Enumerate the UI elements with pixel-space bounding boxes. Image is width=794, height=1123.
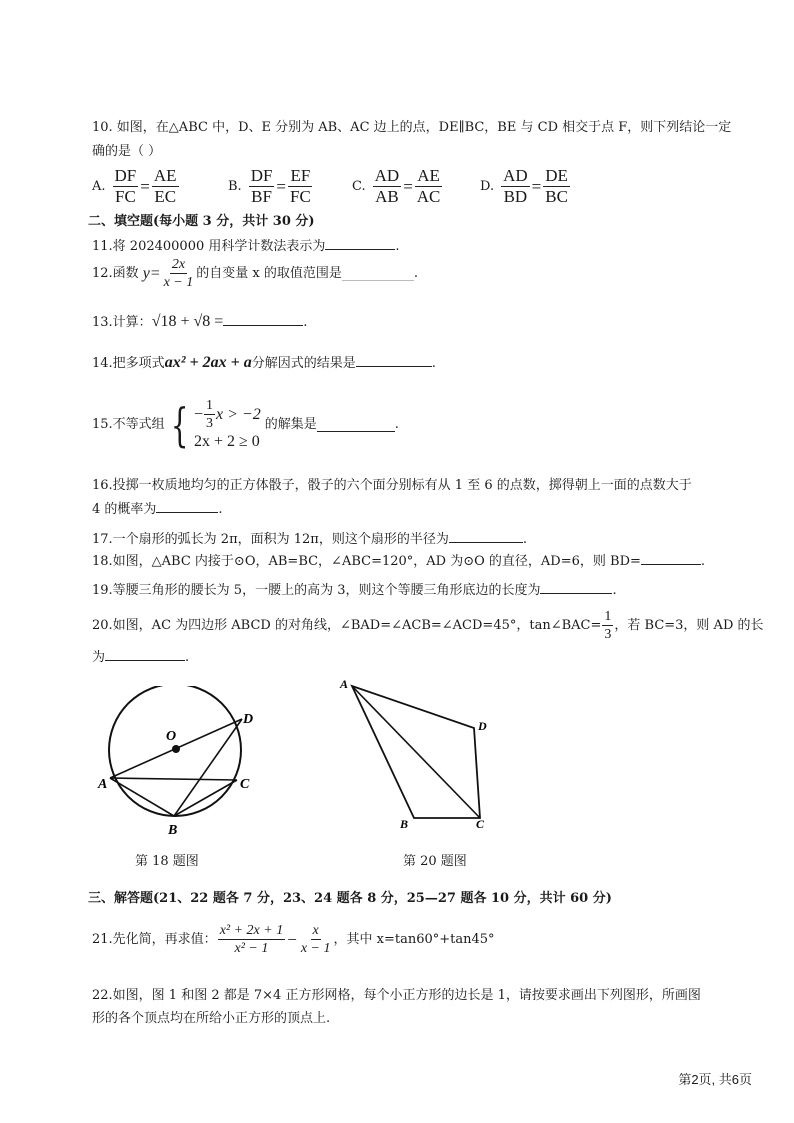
fraction (602, 608, 613, 643)
answer-blank[interactable] (156, 498, 218, 513)
equals-sign: = (276, 176, 287, 196)
q22-line1: 22.如图，图 1 和图 2 都是 7×4 正方形网格，每个小正方形的边长是 1，请按要求画出下列图形，所画图 (92, 988, 701, 1003)
fraction (152, 166, 179, 207)
label-d: D (478, 719, 487, 733)
q12-text: 的自变量 x 的取值范围是 (196, 265, 342, 281)
answer-blank[interactable] (449, 528, 523, 543)
q19-text: 19.等腰三角形的腰长为 5，一腰上的高为 3，则这个等腰三角形底边的长度为 (92, 583, 541, 598)
q20-line1 (92, 608, 764, 643)
q20-text-end: ，若 BC=3，则 AD 的长 (614, 617, 764, 633)
denominator: AC (416, 187, 441, 206)
denominator: x − 1 (163, 275, 194, 290)
fraction (299, 922, 333, 957)
diagonal-ac (352, 686, 480, 818)
answer-blank[interactable] (540, 579, 612, 594)
answer-blank[interactable] (223, 311, 303, 326)
fraction (288, 166, 313, 207)
figure-18-caption: 第 18 题图 (135, 854, 199, 869)
minus-sign: − (193, 405, 203, 423)
equals-sign: = (403, 176, 413, 196)
numerator: 1 (206, 398, 213, 413)
period: . (395, 239, 400, 254)
fraction (218, 922, 286, 957)
segment-ab (110, 778, 174, 816)
segment-ac (110, 778, 237, 780)
q11 (92, 235, 400, 257)
q12-prefix: 12.函数 (92, 265, 139, 281)
q14-prefix: 14.把多项式 (92, 356, 165, 371)
denominator: FC (290, 187, 311, 206)
minus-sign: − (287, 929, 297, 949)
label-c: C (476, 817, 485, 831)
denominator: x² − 1 (234, 941, 269, 956)
numerator: 2x (171, 257, 186, 272)
label-a: A (340, 677, 349, 691)
q12 (92, 256, 418, 291)
q13-prefix: 13.计算： (92, 315, 152, 330)
option-label: B. (228, 179, 242, 194)
brace-icon: { (170, 397, 189, 452)
answer-blank[interactable] (325, 235, 395, 250)
center-point-o (172, 745, 180, 753)
denominator: FC (115, 187, 136, 206)
q16-line1: 16.投掷一枚质地均匀的正方体骰子，骰子的六个面分别标有从 1 至 6 的点数，掷得朝上一面的点数大于 (92, 478, 692, 493)
denominator: AB (375, 187, 399, 206)
section-heading-solutions: 三、解答题(21、22 题各 7 分，23、24 题各 8 分，25—27 题各 10 分，共计 60 分) (88, 891, 612, 906)
answer-blank[interactable] (356, 352, 432, 367)
q18 (92, 550, 705, 572)
equals-sign: = (531, 176, 542, 196)
option-label: D. (480, 179, 495, 194)
q16-text: 4 的概率为 (92, 502, 157, 517)
q10-line2: 确的是（ ） (92, 144, 162, 159)
numerator: DE (545, 166, 568, 185)
q16-line2 (92, 498, 223, 520)
period: . (522, 532, 527, 547)
fraction (415, 166, 443, 207)
fraction (543, 166, 570, 207)
label-o: O (166, 729, 177, 744)
denominator: 3 (604, 627, 612, 642)
q15-prefix: 15.不等式组 (92, 416, 165, 432)
numerator: EF (290, 166, 311, 185)
q13 (92, 311, 307, 333)
q15-text: 的解集是 (264, 416, 317, 432)
figure-18-circle-diagram (96, 686, 276, 846)
option-label: A. (92, 179, 106, 194)
denominator: x − 1 (300, 941, 331, 956)
q19 (92, 579, 617, 601)
q18-text: 18.如图，△ABC 内接于⊙O，AB=BC，∠ABC=120°，AD 为⊙O 的直径，AD=6，则 BD= (92, 554, 641, 569)
q17-text: 17.一个扇形的弧长为 2π，面积为 12π，则这个扇形的半径为 (92, 532, 449, 547)
period: . (185, 650, 190, 665)
fraction (204, 397, 215, 432)
q22-line2: 形的各个顶点均在所给小正方形的顶点上. (92, 1011, 331, 1026)
label-d: D (243, 712, 254, 727)
denominator: BD (503, 187, 528, 206)
label-b: B (400, 817, 409, 831)
answer-blank[interactable] (105, 646, 185, 661)
numerator: DF (250, 166, 273, 185)
q20-text: 20.如图，AC 为四边形 ABCD 的对角线，∠BAD=∠ACB=∠ACD=45°，tan∠BAC= (92, 617, 602, 633)
q10-option-d[interactable] (480, 166, 571, 207)
q10-option-a[interactable] (92, 166, 180, 207)
q15 (92, 397, 399, 452)
q20-line2 (92, 646, 189, 668)
figure-20-caption: 第 20 题图 (403, 854, 467, 869)
label-c: C (240, 777, 250, 792)
inequality-system (194, 397, 261, 452)
q17 (92, 528, 527, 550)
label-b: B (168, 823, 178, 838)
answer-blank[interactable] (342, 266, 414, 281)
numerator: x (312, 923, 319, 938)
period: . (303, 315, 308, 330)
fraction (373, 166, 402, 207)
figure-20-quadrilateral (334, 672, 504, 838)
answer-blank[interactable] (317, 417, 395, 432)
q10-line1: 10. 如图，在△ABC 中，D、E 分别为 AB、AC 边上的点，DE∥BC，BE 与 CD 相交于点 F，则下列结论一定 (92, 120, 732, 135)
segment-bc (174, 780, 237, 816)
q14 (92, 352, 436, 374)
section-heading-fill-in: 二、填空题(每小题 3 分，共计 30 分) (88, 214, 315, 229)
numerator: AD (503, 166, 528, 185)
period: . (612, 583, 617, 598)
q11-text: 11.将 202400000 用科学计数法表示为 (92, 239, 326, 254)
denominator: EC (154, 187, 177, 206)
denominator: BC (545, 187, 568, 206)
denominator: 3 (206, 416, 213, 431)
inequality-row-2: 2x + 2 ≥ 0 (193, 433, 260, 450)
numerator: DF (114, 166, 137, 185)
q21-prefix: 21.先化简，再求值： (92, 931, 217, 947)
q13-expression: √18 + √8 = (151, 313, 224, 330)
q10-option-b[interactable] (228, 166, 314, 207)
period: . (413, 265, 419, 281)
answer-blank[interactable] (641, 550, 701, 565)
period: . (700, 554, 706, 569)
fraction (501, 166, 530, 207)
equals-sign: = (140, 176, 150, 196)
inequality-row-1: x > −2 (216, 405, 261, 423)
q20-prefix: 为 (92, 650, 106, 665)
label-a: A (98, 777, 108, 792)
q10-option-c[interactable] (352, 166, 443, 207)
fraction (249, 166, 275, 207)
denominator: BF (251, 187, 272, 206)
page-number: 第2页, 共6页 (678, 1072, 752, 1087)
period: . (431, 356, 436, 371)
fraction (162, 256, 196, 291)
numerator: x² + 2x + 1 (219, 923, 284, 938)
numerator: AD (374, 166, 400, 185)
option-label: C. (352, 179, 366, 194)
fraction (113, 166, 139, 207)
numerator: AE (153, 166, 177, 185)
q21-condition: ，其中 x=tan60°+tan45° (333, 931, 495, 947)
q21 (92, 922, 495, 957)
numerator: AE (417, 166, 440, 185)
period: . (394, 416, 399, 432)
q14-text: 分解因式的结果是 (251, 356, 356, 371)
q12-y: y= (142, 264, 161, 282)
q14-expression: ax² + 2ax + a (164, 354, 252, 371)
numerator: 1 (604, 609, 612, 624)
period: . (218, 502, 223, 517)
